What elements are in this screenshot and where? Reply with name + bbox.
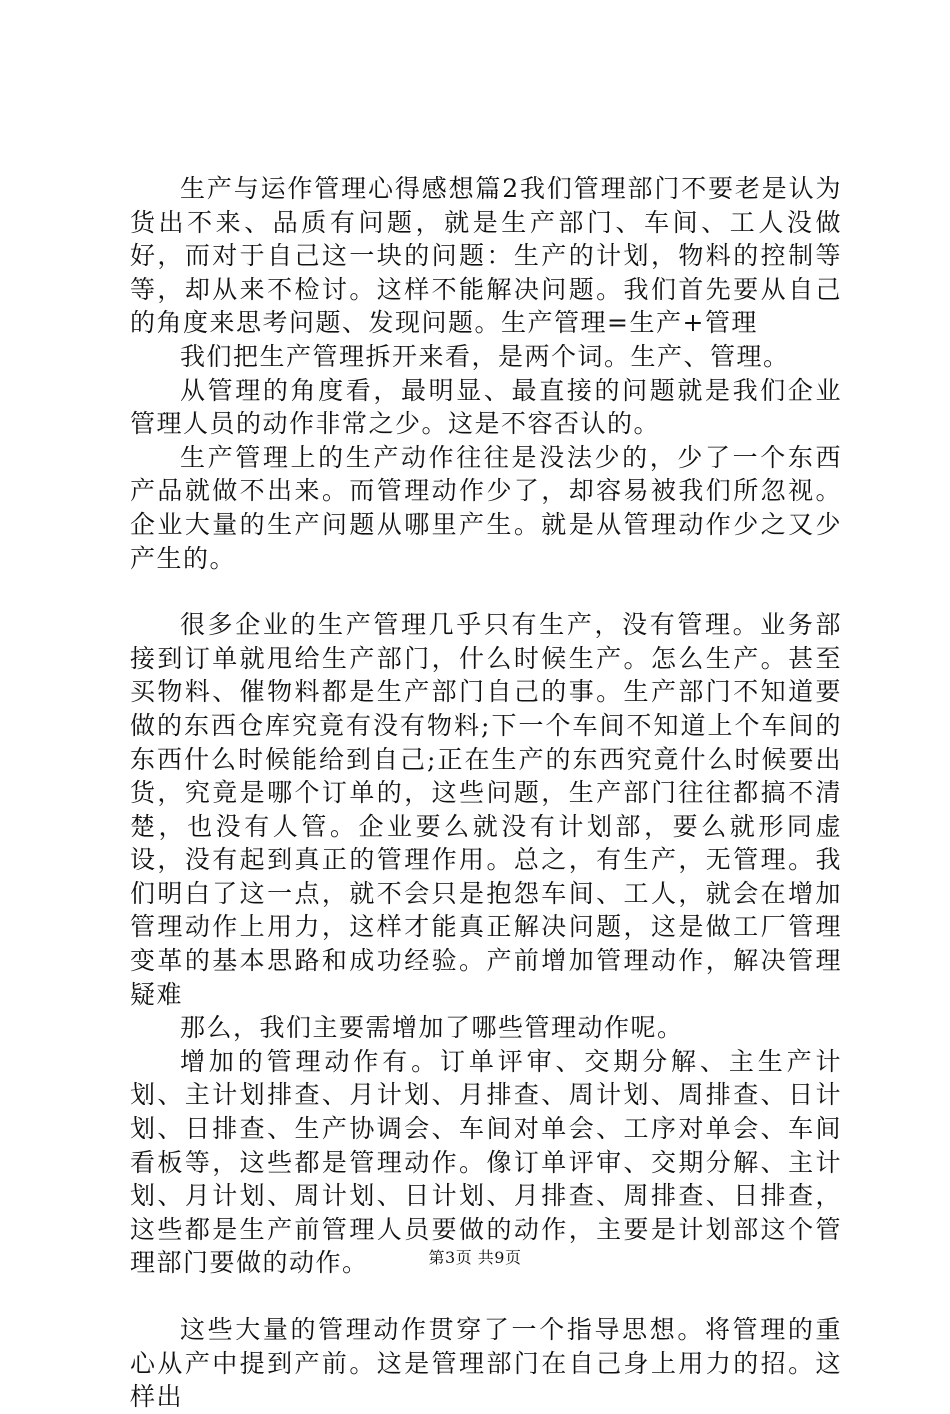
paragraph-8: 这些大量的管理动作贯穿了一个指导思想。将管理的重心从产中提到产前。这是管理部门在自己身上用力的招。这样出: [130, 1315, 842, 1412]
paragraph-4: 生产管理上的生产动作往往是没法少的，少了一个东西产品就做不出来。而管理动作少了，却容易被我们所忽视。企业大量的生产问题从哪里产生。就是从管理动作少之又少产生的。: [130, 442, 842, 573]
page-footer: 第3页 共9页: [428, 1248, 522, 1267]
paragraph-7: 增加的管理动作有。订单评审、交期分解、主生产计划、主计划排查、月计划、月排查、周计划、周排查、日计划、日排查、生产协调会、车间对单会、工序对单会、车间看板等，这些都是管理动作。像订单评审、交期分解、主计划、月计划、周计划、日计划、月排查、周排查、日排查，这些都是生产前管理人员要做的动作，主要是计划部这个管理部门要做的动作。: [130, 1046, 842, 1278]
paragraph-1: 生产与运作管理心得感想篇2我们管理部门不要老是认为货出不来、品质有问题，就是生产部门、车间、工人没做好，而对于自己这一块的问题：生产的计划，物料的控制等等，却从来不检讨。这样不能解决问题。我们首先要从自己的角度来思考问题、发现问题。生产管理=生产+管理: [130, 174, 842, 338]
paragraph-6: 那么，我们主要需增加了哪些管理动作呢。: [180, 1013, 684, 1043]
paragraph-3: 从管理的角度看，最明显、最直接的问题就是我们企业管理人员的动作非常之少。这是不容否认的。: [130, 375, 842, 439]
paragraph-2: 我们把生产管理拆开来看，是两个词。生产、管理。: [180, 341, 790, 371]
document-body: [130, 172, 842, 1414]
paragraph-5: 很多企业的生产管理几乎只有生产，没有管理。业务部接到订单就甩给生产部门，什么时候生产。怎么生产。甚至买物料、催物料都是生产部门自己的事。生产部门不知道要做的东西仓库究竟有没有物料;下一个车间不知道上个车间的东西什么时候能给到自己;正在生产的东西究竟什么时候要出货，究竟是哪个订单的，这些问题，生产部门往往都搞不清楚，也没有人管。企业要么就没有计划部，要么就形同虚设，没有起到真正的管理作用。总之，有生产，无管理。我们明白了这一点，就不会只是抱怨车间、工人，就会在增加管理动作上用力，这样才能真正解决问题，这是做工厂管理变革的基本思路和成功经验。产前增加管理动作，解决管理疑难: [130, 610, 842, 1009]
